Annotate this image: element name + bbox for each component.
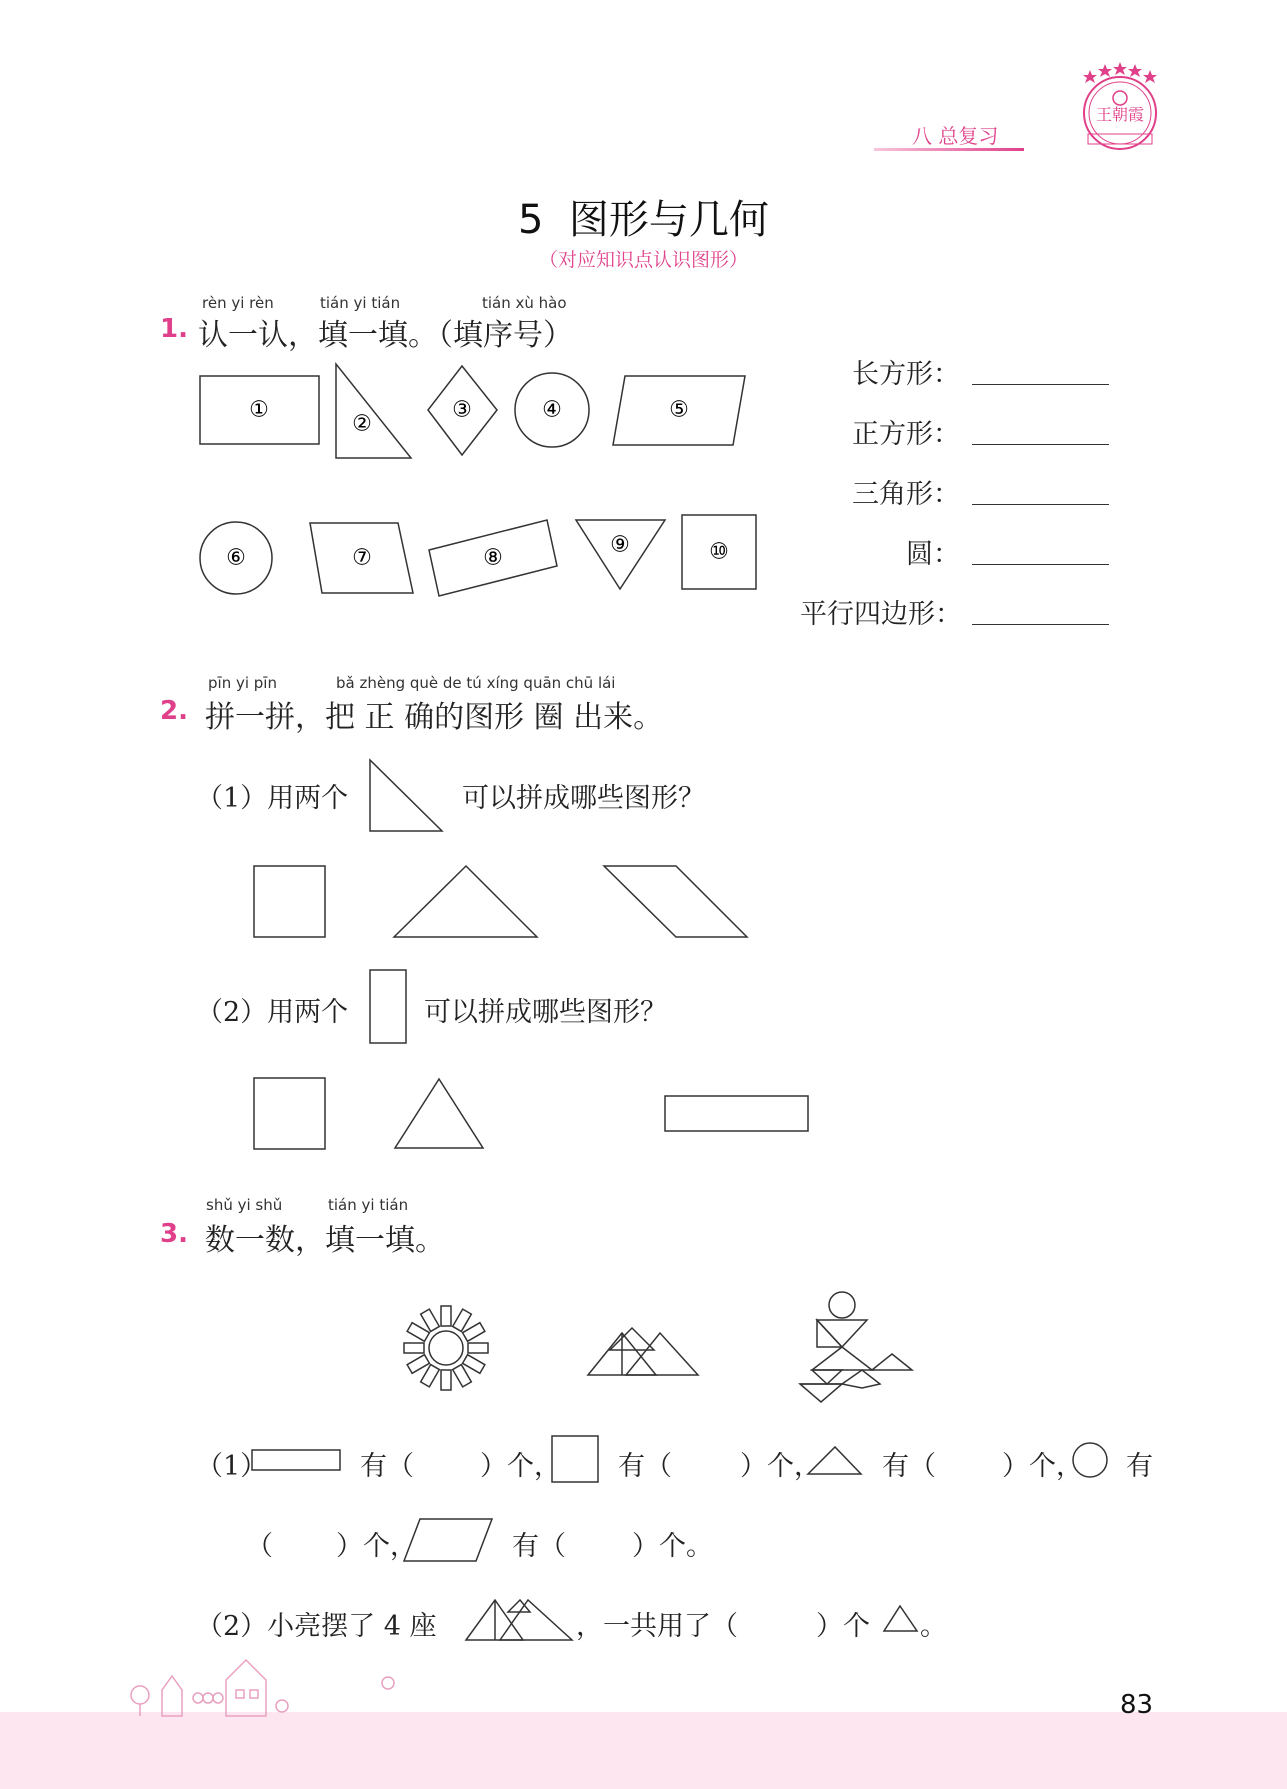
page-number: 83 bbox=[1120, 1690, 1154, 1720]
q3-has-rect: 有（ bbox=[360, 1451, 414, 1482]
q2-part2-prefix: （2）用两个 bbox=[196, 997, 349, 1028]
shape-label: ① bbox=[249, 397, 269, 423]
shape-label: ⑥ bbox=[226, 545, 246, 571]
q3-ge-square: ）个， bbox=[740, 1451, 821, 1482]
q3-ge-circle: ）个， bbox=[336, 1531, 417, 1562]
q3-pinyin-1: shǔ yi shǔ bbox=[206, 1196, 283, 1214]
q3-pinyin-2: tián yi tián bbox=[328, 1196, 409, 1214]
shape-label: ⑦ bbox=[352, 545, 372, 571]
q3-p1-label: （1） bbox=[196, 1451, 268, 1482]
q2-text: 拼一拼，把 正 确的图形 圈 出来。 bbox=[205, 700, 664, 735]
answer-label-circle: 圆： bbox=[906, 539, 960, 570]
q1-text: 认一认，填一填。（填序号） bbox=[198, 318, 573, 353]
q2-part1-prefix: （1）用两个 bbox=[196, 783, 349, 814]
q3-has-parallelogram: 有（ bbox=[512, 1531, 566, 1562]
q2-pinyin-2: bǎ zhèng què de tú xíng quān chū lái bbox=[336, 674, 616, 692]
shape-label: ⑧ bbox=[483, 545, 503, 571]
q3-text: 数一数，填一填。 bbox=[205, 1223, 445, 1258]
page-subtitle: （对应知识点认识图形） bbox=[538, 249, 748, 271]
footer-band bbox=[0, 1712, 1287, 1789]
answer-label-parallelogram: 平行四边形： bbox=[800, 599, 962, 630]
q1-number: 1. bbox=[160, 314, 188, 344]
answer-label-rectangle: 长方形： bbox=[852, 359, 960, 390]
q2-number: 2. bbox=[160, 696, 188, 726]
q3-p2-prefix: （2）小亮摆了 4 座 bbox=[196, 1611, 437, 1642]
q3-p2-end: 。 bbox=[920, 1611, 947, 1642]
q3-has-triangle: 有（ bbox=[882, 1451, 936, 1482]
shape-label: ⑤ bbox=[669, 397, 689, 423]
q3-has-square: 有（ bbox=[618, 1451, 672, 1482]
q3-p2-close: ）个 bbox=[816, 1611, 870, 1642]
shape-label: ③ bbox=[452, 397, 472, 423]
q3-ge-triangle: ）个， bbox=[1002, 1451, 1083, 1482]
q2-part2-suffix: 可以拼成哪些图形？ bbox=[424, 997, 667, 1028]
shape-label: ② bbox=[352, 411, 372, 437]
q3-has-circle: 有 bbox=[1126, 1451, 1153, 1482]
q1-pinyin-3: tián xù hào bbox=[482, 294, 567, 312]
shape-label: ⑨ bbox=[610, 532, 630, 558]
shape-label: ④ bbox=[542, 397, 562, 423]
q3-number: 3. bbox=[160, 1219, 188, 1249]
q2-part1-suffix: 可以拼成哪些图形？ bbox=[462, 783, 705, 814]
q3-p2-mid: ，一共用了（ bbox=[576, 1611, 738, 1642]
q1-pinyin-2: tián yi tián bbox=[320, 294, 401, 312]
answer-label-triangle: 三角形： bbox=[852, 479, 960, 510]
shape-label: ⑩ bbox=[709, 539, 729, 565]
q3-ge-rect: ）个， bbox=[480, 1451, 561, 1482]
chapter-label: 八 总复习 bbox=[912, 124, 999, 148]
q2-pinyin-1: pīn yi pīn bbox=[208, 674, 277, 692]
page-title: 5 图形与几何 bbox=[518, 197, 769, 243]
q3-ge-end: ）个。 bbox=[632, 1531, 713, 1562]
stamp-brand: 王朝霞 bbox=[1095, 105, 1145, 124]
q3-row2-open: （ bbox=[246, 1531, 273, 1562]
q1-pinyin-1: rèn yi rèn bbox=[202, 294, 274, 312]
answer-label-square: 正方形： bbox=[852, 419, 960, 450]
